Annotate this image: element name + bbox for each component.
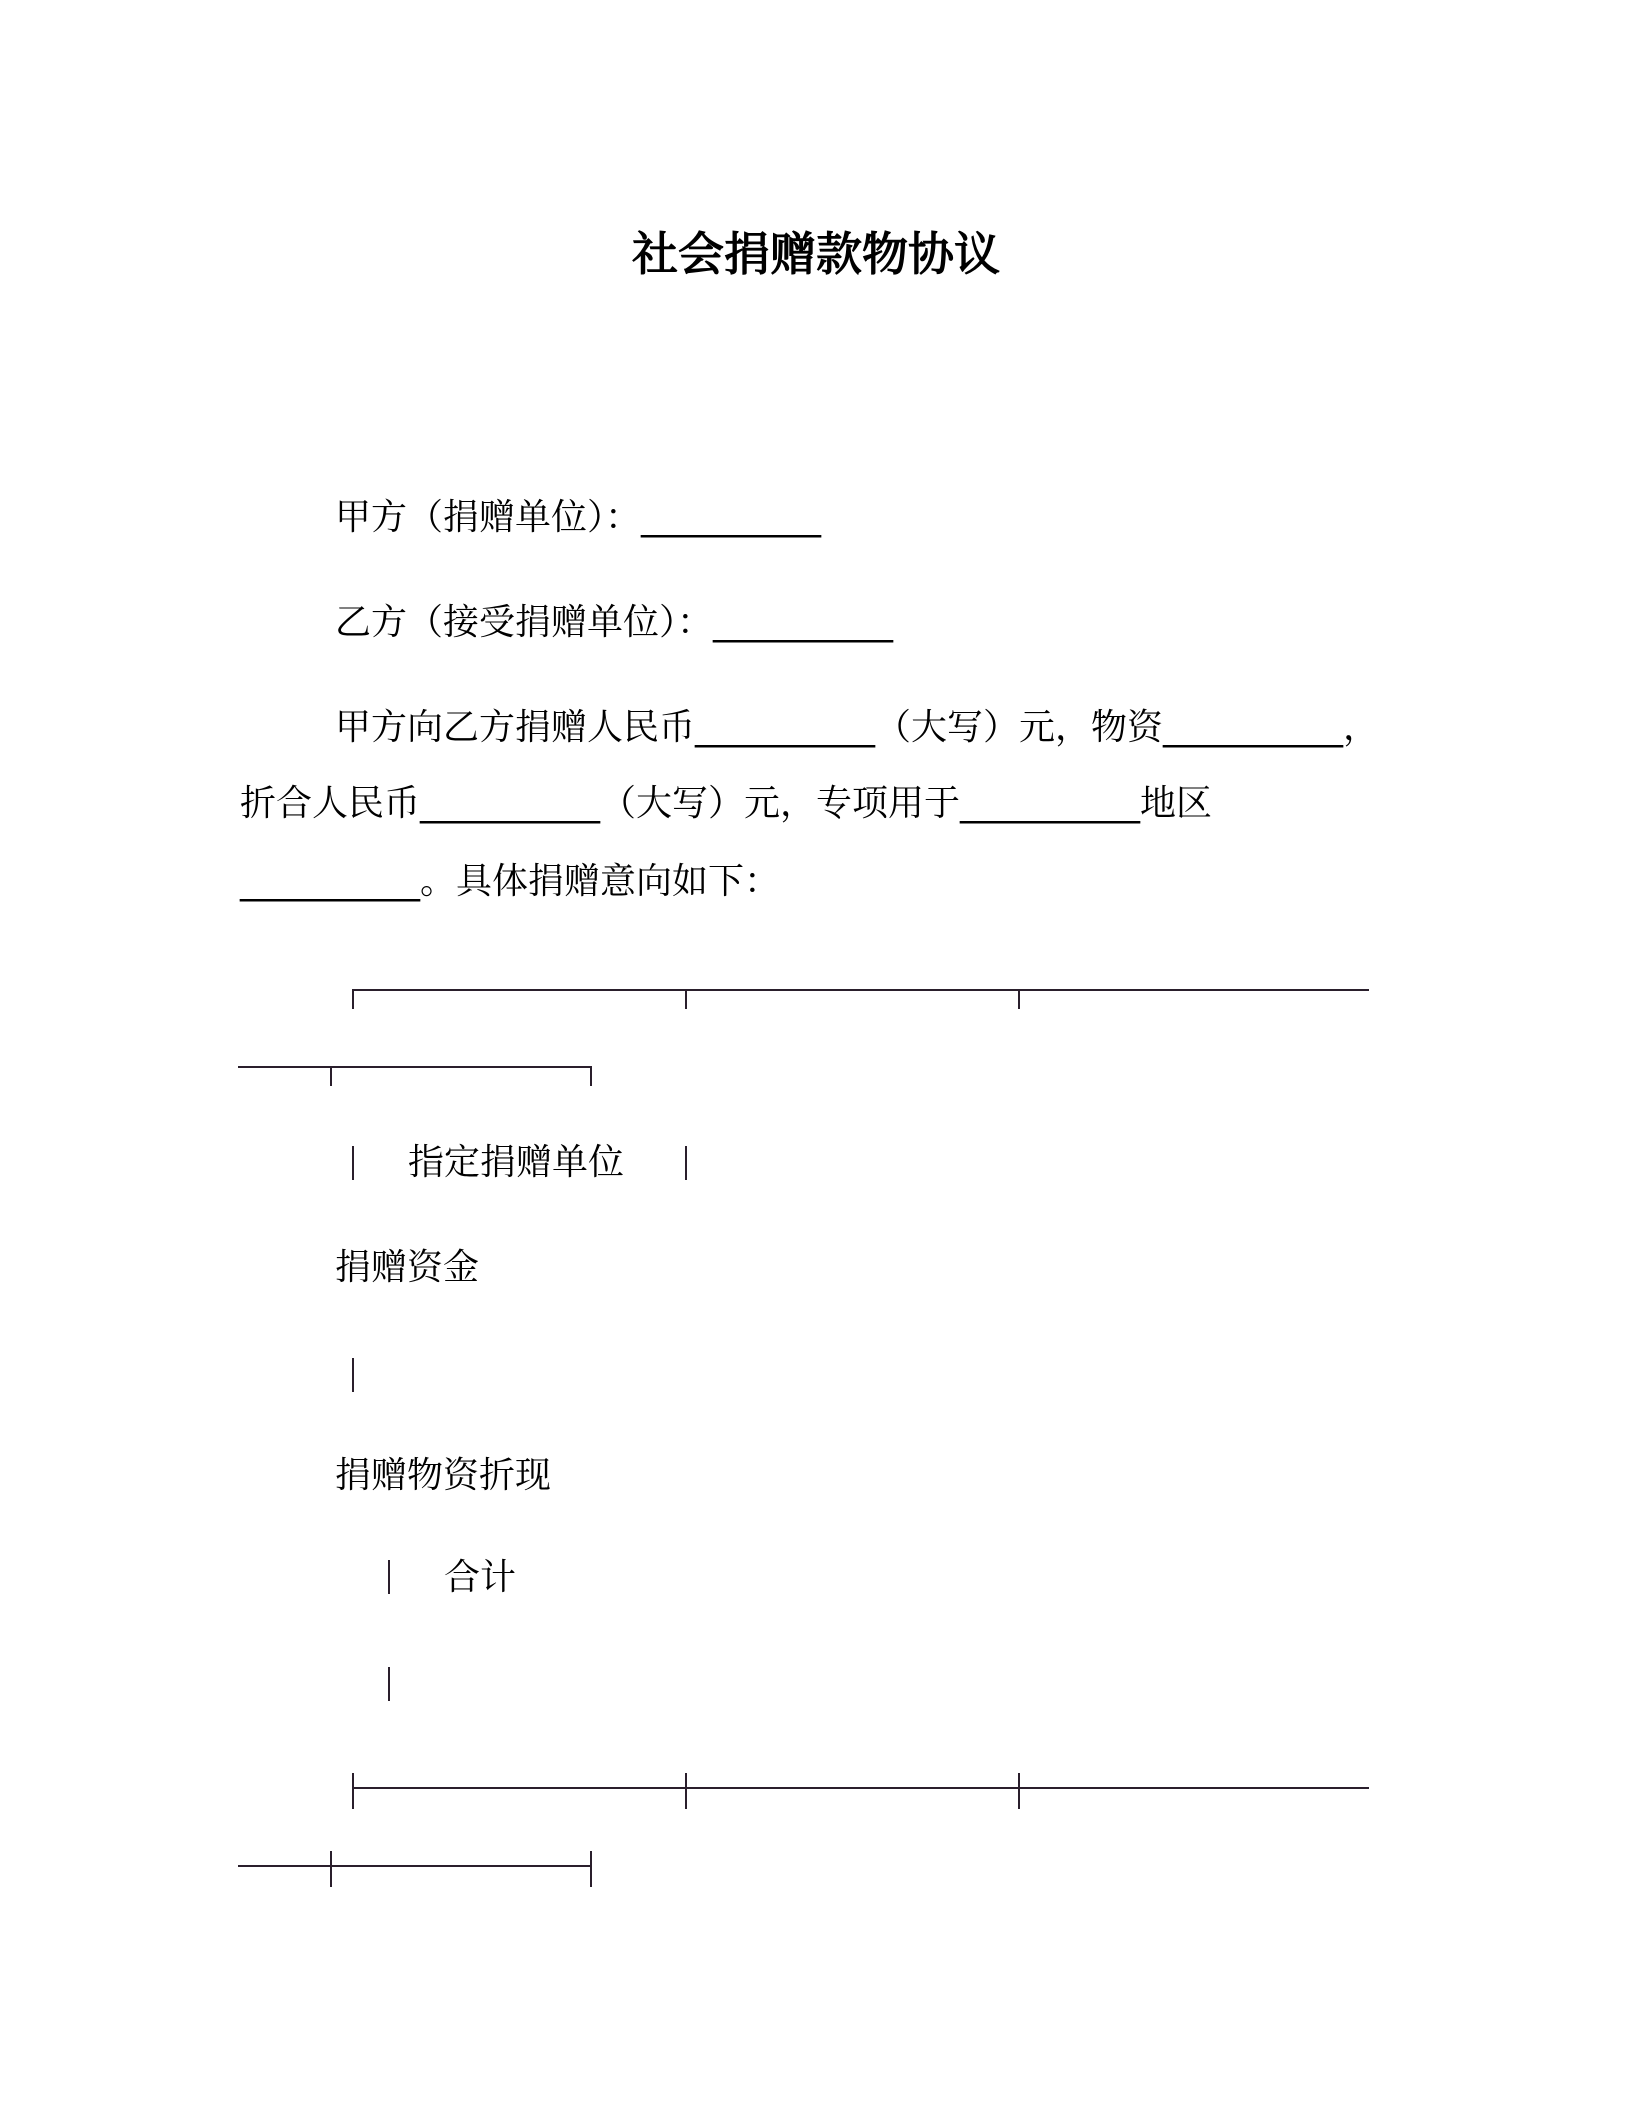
body-text-line-3: __________。具体捐赠意向如下： <box>240 861 781 902</box>
table-cell-divider <box>685 1146 687 1180</box>
table-bottom-border <box>352 1787 1369 1789</box>
table-tick <box>590 1851 592 1887</box>
party-b-line: 乙方（接受捐赠单位）：__________ <box>335 602 894 643</box>
body-text-line-1: 甲方向乙方捐赠人民币__________（大写）元，物资__________， <box>335 707 1380 748</box>
table-row-total: 合计 <box>444 1557 517 1598</box>
table-row-funds: 捐赠资金 <box>335 1247 480 1288</box>
table-tick <box>685 1773 687 1809</box>
table-cell-divider <box>352 1358 354 1392</box>
table-tick <box>352 989 354 1009</box>
table-border-segment <box>238 1865 330 1867</box>
table-header-designated-unit: 指定捐赠单位 <box>408 1142 625 1183</box>
table-top-border <box>352 989 1369 991</box>
table-cell-divider <box>388 1667 390 1701</box>
table-tick <box>330 1066 332 1086</box>
table-border-segment <box>330 1066 592 1068</box>
table-tick <box>590 1066 592 1086</box>
table-tick <box>1018 989 1020 1009</box>
document-title: 社会捐赠款物协议 <box>632 227 1000 281</box>
table-tick <box>685 989 687 1009</box>
table-cell-divider <box>388 1560 390 1594</box>
party-a-line: 甲方（捐赠单位）：__________ <box>335 497 822 538</box>
table-tick <box>330 1851 332 1887</box>
body-text-line-2: 折合人民币__________（大写）元，专项用于__________地区 <box>240 783 1213 824</box>
table-border-segment <box>330 1865 592 1867</box>
table-row-goods: 捐赠物资折现 <box>335 1455 552 1496</box>
table-cell-divider <box>352 1146 354 1180</box>
table-tick <box>352 1773 354 1809</box>
table-border-segment <box>238 1066 330 1068</box>
table-tick <box>1018 1773 1020 1809</box>
